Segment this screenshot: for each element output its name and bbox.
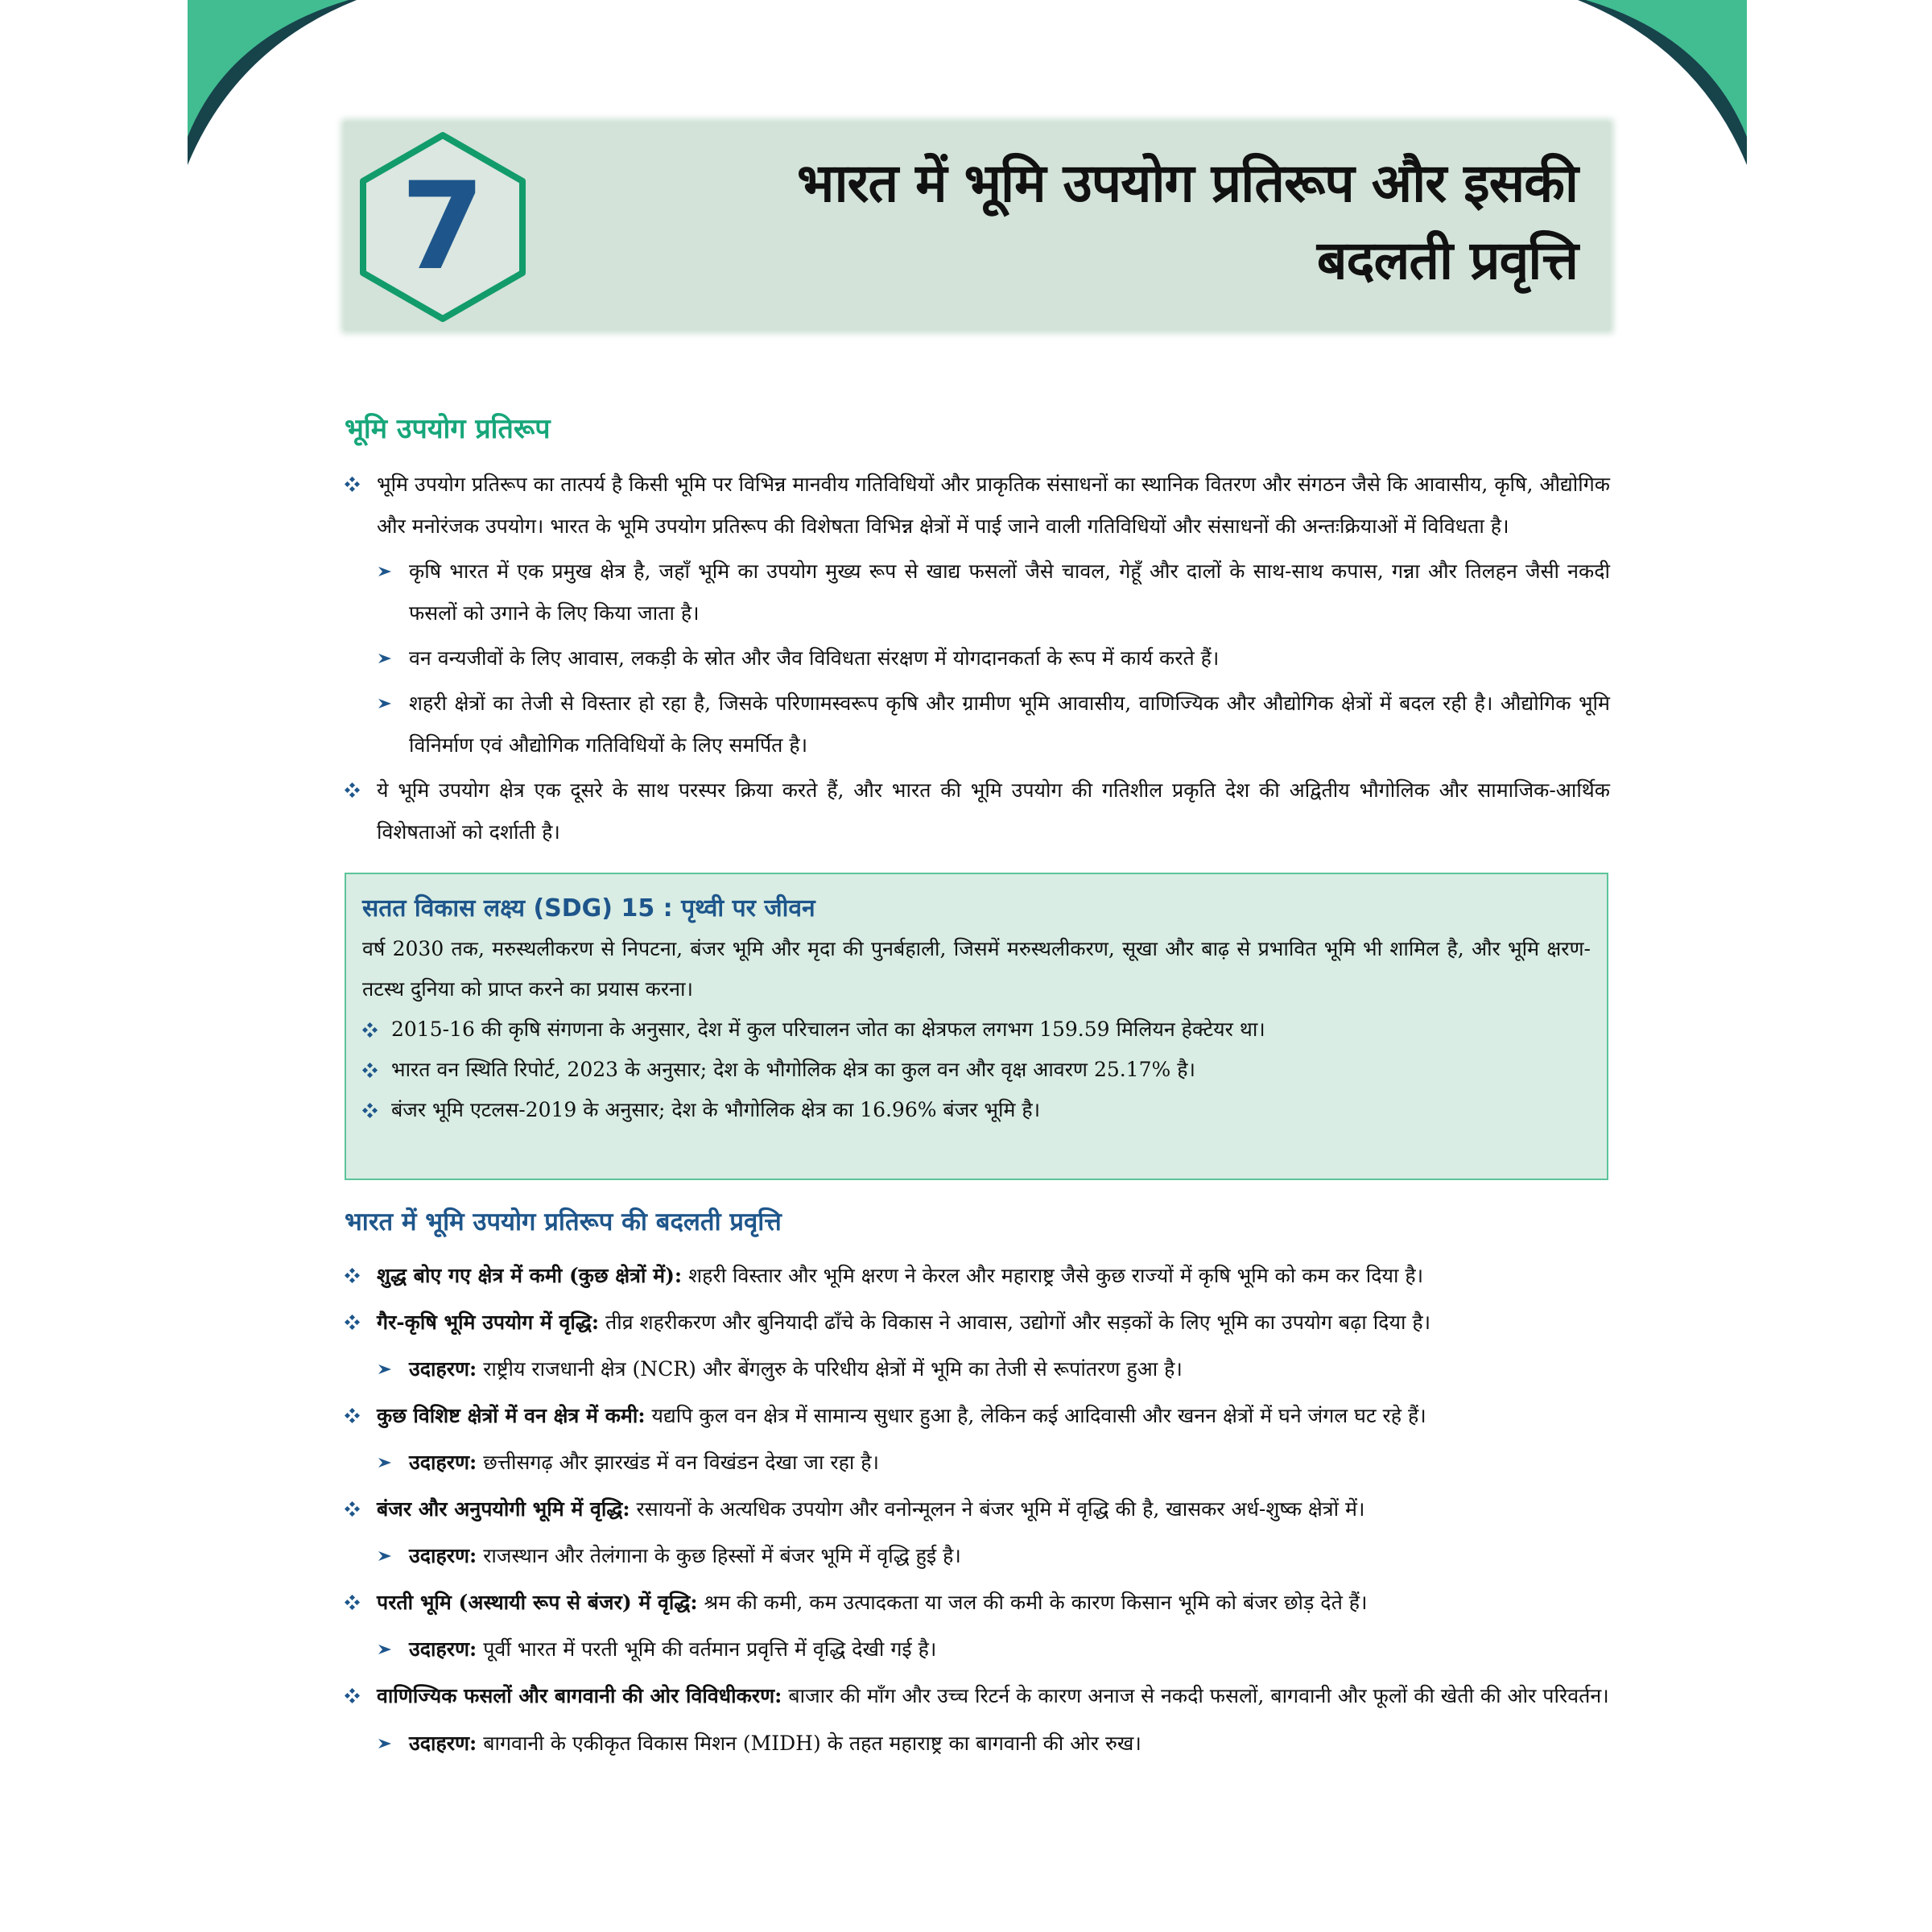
diamond-bullet-icon bbox=[345, 782, 361, 799]
trend-item bbox=[345, 1253, 1610, 1299]
trend-item-title: वाणिज्यिक फसलों और बागवानी की ओर विविधीकरण: bbox=[377, 1684, 782, 1707]
example-text: राष्ट्रीय राजधानी क्षेत्र (NCR) और बेंगलुरु के परिधीय क्षेत्रों में भूमि का तेजी से रूपांतरण हुआ है। bbox=[477, 1357, 1183, 1381]
sub-list-item bbox=[345, 683, 1610, 766]
list-item bbox=[345, 770, 1610, 853]
diamond-bullet-icon bbox=[345, 477, 361, 493]
diamond-bullet-icon bbox=[345, 1501, 361, 1517]
list-item-text: भूमि उपयोग प्रतिरूप का तात्पर्य है किसी भूमि पर विभिन्न मानवीय गतिविधियों और प्राकृतिक संसाधनों का स्थानिक वितरण और संगठन जैसे कि आवासीय, कृषि, औद्योगिक और मनोरंजक उपयोग। भारत के भूमि उपयोग प्रतिरूप की विशेषता विभिन्न क्षेत्रों में पाई जाने वाली गतिविधियों और संसाधनों की अन्तःक्रियाओं में विविधता है। bbox=[377, 473, 1610, 538]
trend-item bbox=[345, 1579, 1610, 1626]
example-label: उदाहरण: bbox=[409, 1357, 477, 1381]
trend-item-title: बंजर और अनुपयोगी भूमि में वृद्धि: bbox=[377, 1497, 630, 1521]
trend-item bbox=[345, 1673, 1610, 1717]
chapter-number: 7 bbox=[400, 157, 485, 297]
arrow-bullet-icon bbox=[377, 1736, 393, 1752]
example-text: छत्तीसगढ़ और झारखंड में वन विखंडन देखा जा रहा है। bbox=[477, 1451, 880, 1474]
list-item-text: वन वन्यजीवों के लिए आवास, लकड़ी के स्रोत और जैव विविधता संरक्षण में योगदानकर्ता के रूप में कार्य करते हैं। bbox=[409, 646, 1220, 670]
diamond-bullet-icon bbox=[362, 1103, 378, 1119]
trend-item bbox=[345, 1393, 1610, 1439]
arrow-bullet-icon bbox=[377, 696, 393, 712]
trend-item bbox=[345, 1299, 1610, 1346]
trend-item-text: यद्यपि कुल वन क्षेत्र में सामान्य सुधार हुआ है, लेकिन कई आदिवासी और खनन क्षेत्रों में घने जंगल घट रहे हैं। bbox=[645, 1404, 1426, 1427]
example-label: उदाहरण: bbox=[409, 1637, 477, 1661]
diamond-bullet-icon bbox=[345, 1315, 361, 1331]
sub-list-item bbox=[345, 638, 1610, 679]
sdg-item-text: भारत वन स्थिति रिपोर्ट, 2023 के अनुसार; देश के भौगोलिक क्षेत्र का कुल वन और वृक्ष आवरण 25.17% है। bbox=[391, 1058, 1195, 1081]
arrow-bullet-icon bbox=[377, 1548, 393, 1564]
example-text: बागवानी के एकीकृत विकास मिशन (MIDH) के तहत महाराष्ट्र का बागवानी की ओर रुख। bbox=[477, 1732, 1141, 1755]
example-label: उदाहरण: bbox=[409, 1544, 477, 1567]
trend-example bbox=[345, 1346, 1610, 1393]
sdg-heading: सतत विकास लक्ष्य (SDG) 15 : पृथ्वी पर जीवन bbox=[362, 894, 815, 923]
arrow-bullet-icon bbox=[377, 650, 393, 667]
example-label: उदाहरण: bbox=[409, 1732, 477, 1755]
trend-item-title: गैर-कृषि भूमि उपयोग में वृद्धि: bbox=[377, 1311, 600, 1334]
arrow-bullet-icon bbox=[377, 1455, 393, 1471]
trend-item-title: शुद्ध बोए गए क्षेत्र में कमी (कुछ क्षेत्रों में): bbox=[377, 1264, 683, 1287]
land-use-list bbox=[345, 464, 1610, 853]
diamond-bullet-icon bbox=[345, 1408, 361, 1424]
sdg-item-text: 2015-16 की कृषि संगणना के अनुसार, देश में कुल परिचालन जोत का क्षेत्रफल लगभग 159.59 मिलियन हेक्टेयर था। bbox=[391, 1018, 1265, 1041]
section-heading-changing-trend: भारत में भूमि उपयोग प्रतिरूप की बदलती प्रवृत्ति bbox=[345, 1208, 782, 1236]
diamond-bullet-icon bbox=[345, 1268, 361, 1284]
diamond-bullet-icon bbox=[345, 1688, 361, 1704]
chapter-title bbox=[692, 145, 1578, 299]
sdg-list-item bbox=[362, 1050, 1591, 1090]
arrow-bullet-icon bbox=[377, 1361, 393, 1377]
trend-item bbox=[345, 1486, 1610, 1533]
arrow-bullet-icon bbox=[377, 1641, 393, 1657]
trend-item-text: बाजार की माँग और उच्च रिटर्न के कारण अनाज से नकदी फसलों, बागवानी और फूलों की खेती की ओर परिवर्तन। bbox=[782, 1684, 1609, 1707]
sub-list-item bbox=[345, 551, 1610, 634]
diamond-bullet-icon bbox=[362, 1063, 378, 1079]
list-item-text: कृषि भारत में एक प्रमुख क्षेत्र है, जहाँ भूमि का उपयोग मुख्य रूप से खाद्य फसलों जैसे चावल, गेहूँ और दालों के साथ-साथ कपास, गन्ना और तिलहन जैसी नकदी फसलों को उगाने के लिए किया जाता है। bbox=[409, 559, 1610, 625]
trend-item-text: रसायनों के अत्यधिक उपयोग और वनोन्मूलन ने बंजर भूमि में वृद्धि की है, खासकर अर्ध-शुष्क क्षेत्रों में। bbox=[630, 1497, 1365, 1521]
example-text: पूर्वी भारत में परती भूमि की वर्तमान प्रवृत्ति में वृद्धि देखी गई है। bbox=[477, 1637, 937, 1661]
diamond-bullet-icon bbox=[345, 1595, 361, 1611]
section-heading-land-use-pattern: भूमि उपयोग प्रतिरूप bbox=[345, 413, 551, 445]
sdg-item-text: बंजर भूमि एटलस-2019 के अनुसार; देश के भौगोलिक क्षेत्र का 16.96% बंजर भूमि है। bbox=[391, 1098, 1041, 1121]
trend-item-text: शहरी विस्तार और भूमि क्षरण ने केरल और महाराष्ट्र जैसे कुछ राज्यों में कृषि भूमि को कम कर दिया है। bbox=[682, 1264, 1424, 1287]
sdg-info-box bbox=[345, 873, 1608, 1180]
trend-example bbox=[345, 1626, 1610, 1673]
example-text: राजस्थान और तेलंगाना के कुछ हिस्सों में बंजर भूमि में वृद्धि हुई है। bbox=[477, 1544, 961, 1567]
sdg-list-item bbox=[362, 1090, 1591, 1130]
trend-item-text: तीव्र शहरीकरण और बुनियादी ढाँचे के विकास ने आवास, उद्योगों और सड़कों के लिए भूमि का उपयोग बढ़ा दिया है। bbox=[599, 1311, 1431, 1334]
trend-item-text: श्रम की कमी, कम उत्पादकता या जल की कमी के कारण किसान भूमि को बंजर छोड़ देते हैं। bbox=[697, 1591, 1368, 1614]
changing-trend-list bbox=[345, 1253, 1610, 1767]
chapter-title-line2: बदलती प्रवृत्ति bbox=[1316, 229, 1578, 291]
corner-decoration-left bbox=[188, 0, 357, 165]
list-item-text: ये भूमि उपयोग क्षेत्र एक दूसरे के साथ परस्पर क्रिया करते हैं, और भारत की भूमि उपयोग की गतिशील प्रकृति देश की अद्वितीय भौगोलिक और सामाजिक-आर्थिक विशेषताओं को दर्शाती है। bbox=[377, 778, 1610, 844]
trend-example bbox=[345, 1717, 1610, 1767]
trend-example bbox=[345, 1533, 1610, 1579]
trend-item-title: परती भूमि (अस्थायी रूप से बंजर) में वृद्धि: bbox=[377, 1591, 698, 1614]
arrow-bullet-icon bbox=[377, 564, 393, 580]
trend-example bbox=[345, 1439, 1610, 1486]
sdg-list-item bbox=[362, 1009, 1591, 1050]
list-item-text: शहरी क्षेत्रों का तेजी से विस्तार हो रहा है, जिसके परिणामस्वरूप कृषि और ग्रामीण भूमि आवासीय, वाणिज्यिक और औद्योगिक क्षेत्रों में बदल रही है। औद्योगिक भूमि विनिर्माण एवं औद्योगिक गतिविधियों के लिए समर्पित है। bbox=[409, 691, 1610, 757]
trend-item-title: कुछ विशिष्ट क्षेत्रों में वन क्षेत्र में कमी: bbox=[377, 1404, 646, 1427]
diamond-bullet-icon bbox=[362, 1022, 378, 1038]
sdg-intro: वर्ष 2030 तक, मरुस्थलीकरण से निपटना, बंजर भूमि और मृदा की पुनर्बहाली, जिसमें मरुस्थलीकरण, सूखा और बाढ़ से प्रभावित भूमि भी शामिल है, और भूमि क्षरण-तटस्थ दुनिया को प्राप्त करने का प्रयास करना। bbox=[362, 937, 1591, 1001]
chapter-title-line1: भारत में भूमि उपयोग प्रतिरूप और इसकी bbox=[797, 152, 1578, 214]
example-label: उदाहरण: bbox=[409, 1451, 477, 1474]
list-item bbox=[345, 464, 1610, 547]
